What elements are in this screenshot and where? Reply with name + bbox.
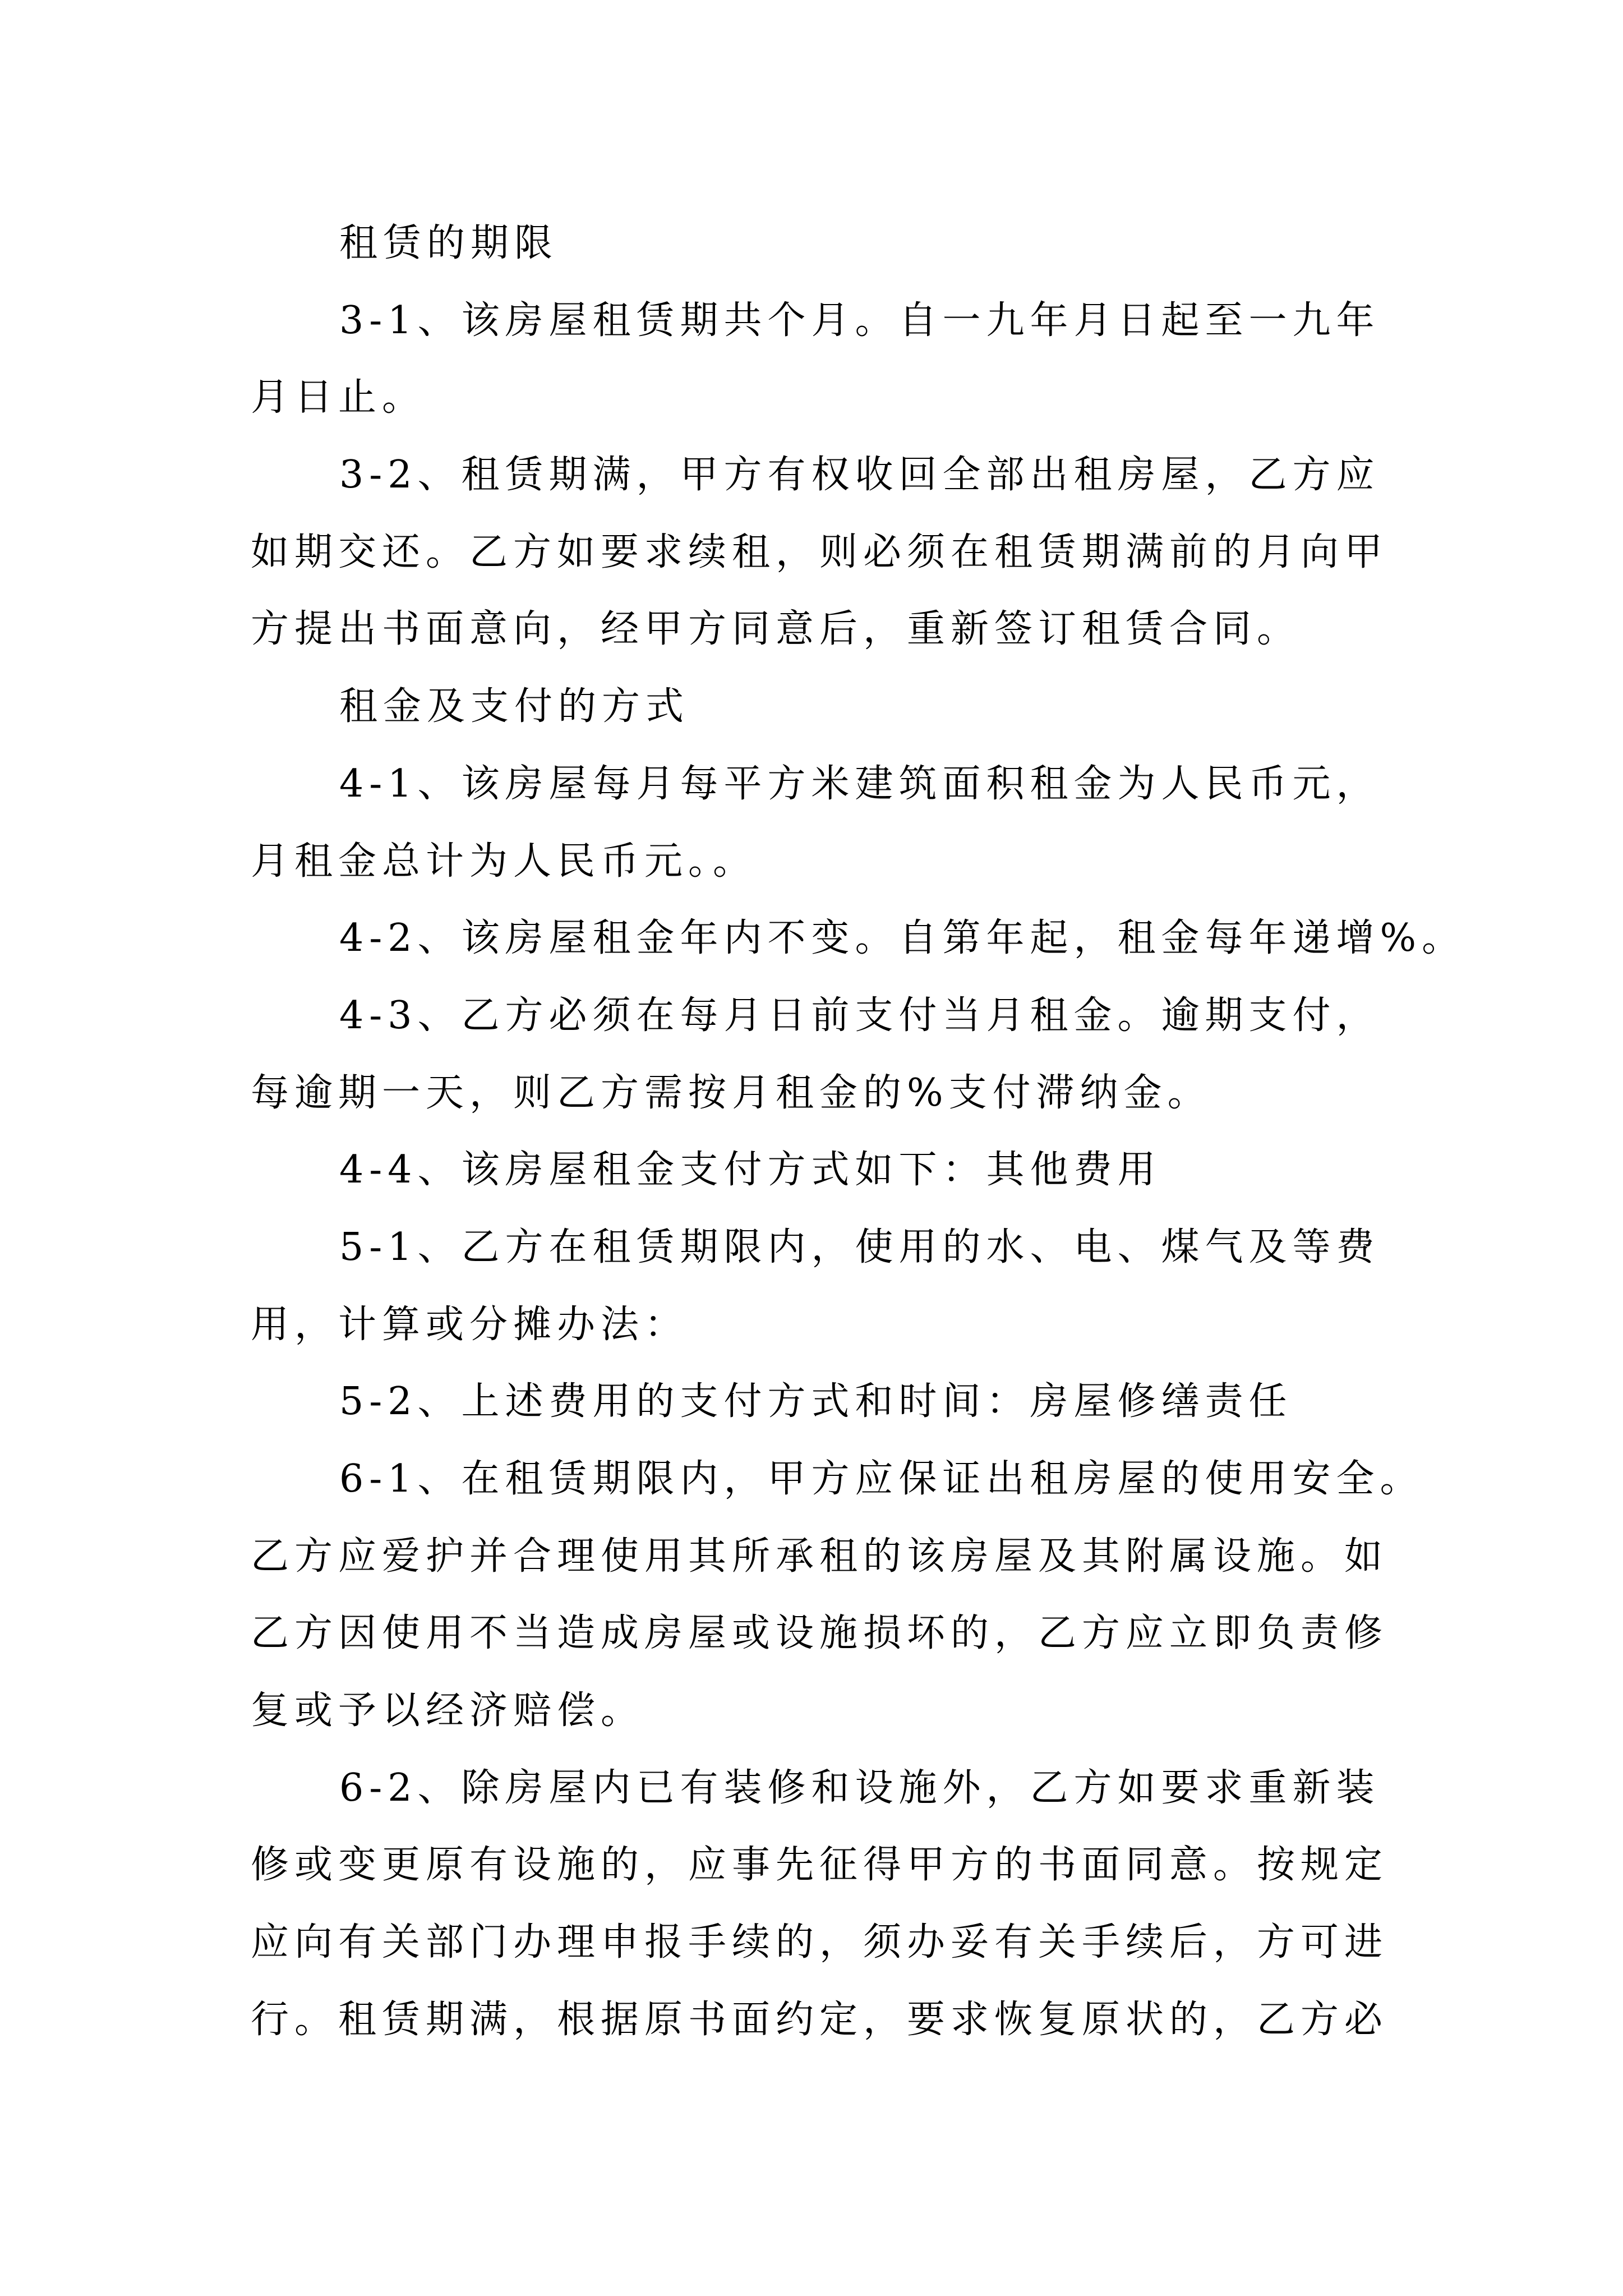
clause-3-2 — [251, 436, 1541, 668]
paragraph-line: 6-1、在租赁期限内，甲方应保证出租房屋的使用安全。 — [339, 1457, 1424, 1501]
paragraph-line: 乙方因使用不当造成房屋或设施损坏的，乙方应立即负责修 — [251, 1611, 1389, 1656]
clause-5-1 — [251, 1209, 1541, 1363]
paragraph-line: 乙方应爱护并合理使用其所承租的该房屋及其附属设施。如 — [251, 1534, 1389, 1579]
paragraph-line: 4-2、该房屋租金年内不变。自第年起，租金每年递增%。 — [339, 916, 1466, 961]
paragraph-line: 如期交还。乙方如要求续租，则必须在租赁期满前的月向甲 — [251, 530, 1389, 574]
paragraph-line: 5-1、乙方在租赁期限内，使用的水、电、煤气及等费 — [339, 1225, 1380, 1269]
clause-5-2 — [251, 1363, 1541, 1441]
clause-4-2 — [251, 900, 1541, 977]
paragraph-line: 3-1、该房屋租赁期共个月。自一九年月日起至一九年 — [339, 298, 1380, 343]
clause-6-2 — [251, 1750, 1541, 2059]
paragraph-line: 行。租赁期满，根据原书面约定，要求恢复原状的，乙方必 — [251, 1997, 1389, 2042]
clause-4-1 — [251, 746, 1541, 900]
paragraph-line: 4-1、该房屋每月每平方米建筑面积租金为人民币元， — [339, 761, 1380, 806]
paragraph-line: 月日止。 — [251, 375, 426, 420]
paragraph-line: 3-2、租赁期满，甲方有权收回全部出租房屋，乙方应 — [339, 453, 1380, 498]
section-heading-lease-term — [251, 205, 1541, 282]
paragraph-line: 4-4、该房屋租金支付方式如下：其他费用 — [339, 1148, 1161, 1193]
clause-4-4 — [251, 1131, 1541, 1209]
paragraph-line: 用，计算或分摊办法： — [251, 1302, 689, 1347]
clause-4-3 — [251, 977, 1541, 1131]
paragraph-line: 方提出书面意向，经甲方同意后，重新签订租赁合同。 — [251, 607, 1301, 652]
heading-line: 租金及支付的方式 — [339, 684, 690, 729]
paragraph-line: 修或变更原有设施的，应事先征得甲方的书面同意。按规定 — [251, 1843, 1389, 1888]
paragraph-line: 6-2、除房屋内已有装修和设施外，乙方如要求重新装 — [339, 1765, 1380, 1810]
paragraph-line: 每逾期一天，则乙方需按月租金的%支付滞纳金。 — [251, 1070, 1211, 1115]
paragraph-line: 应向有关部门办理申报手续的，须办妥有关手续后，方可进 — [251, 1920, 1389, 1965]
document-body — [251, 205, 1541, 2059]
section-heading-rent-payment — [251, 668, 1541, 746]
paragraph-line: 月租金总计为人民币元。。 — [251, 839, 757, 884]
paragraph-line: 复或予以经济赔偿。 — [251, 1688, 645, 1733]
paragraph-line: 4-3、乙方必须在每月日前支付当月租金。逾期支付， — [339, 993, 1380, 1038]
heading-line: 租赁的期限 — [339, 221, 559, 265]
paragraph-line: 5-2、上述费用的支付方式和时间：房屋修缮责任 — [339, 1379, 1293, 1424]
clause-3-1 — [251, 282, 1541, 436]
clause-6-1 — [251, 1441, 1541, 1750]
